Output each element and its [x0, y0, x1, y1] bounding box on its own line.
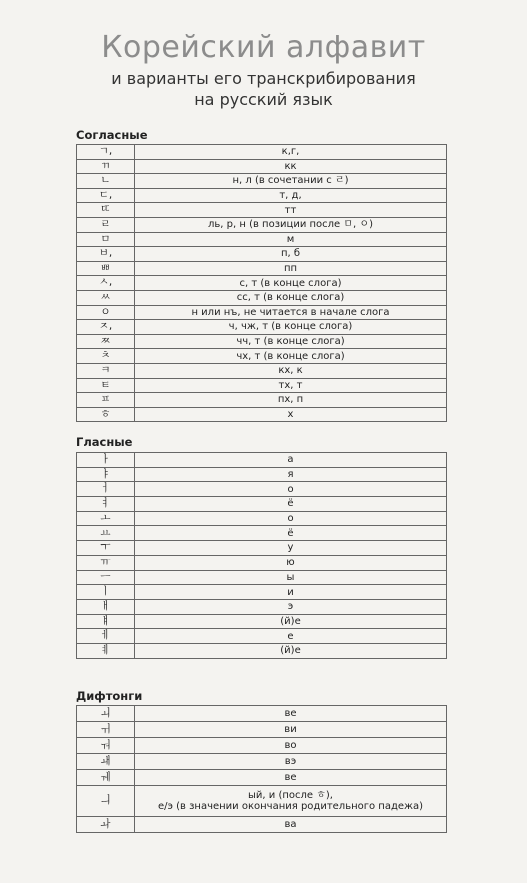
korean-letter-cell: ㅃ [77, 261, 135, 276]
korean-letter-cell: ㅢ [77, 786, 135, 817]
transcription-cell [135, 305, 447, 320]
korean-letter-cell: ㅌ [77, 378, 135, 393]
transcription-cell [135, 754, 447, 770]
korean-letter-cell: ㅘ [77, 817, 135, 833]
transcription-text: чч, т (в конце слога) [236, 336, 345, 348]
transcription-text: к,г, [281, 146, 300, 158]
korean-letter-cell: ㅗ [77, 511, 135, 526]
transcription-text: е [287, 630, 294, 642]
transcription-text: сс, т (в конце слога) [236, 292, 345, 304]
korean-letter-cell: ㄴ [77, 174, 135, 189]
transcription-cell [135, 378, 447, 393]
table-row [77, 174, 447, 189]
table-row [77, 738, 447, 754]
vowels-label: Гласные [76, 435, 133, 449]
table-row [77, 145, 447, 160]
transcription-text: чх, т (в конце слога) [236, 350, 345, 362]
transcription-text: ё [287, 527, 294, 539]
korean-letter-cell: ㅞ [77, 770, 135, 786]
transcription-cell [135, 643, 447, 658]
transcription-text: вэ [284, 756, 297, 767]
transcription-cell [135, 159, 447, 174]
table-row [77, 786, 447, 817]
table-row [77, 247, 447, 262]
transcription-cell [135, 570, 447, 585]
korean-letter-cell: ㅏ [77, 453, 135, 468]
transcription-text: ый, и (после ㅎ), [248, 790, 333, 801]
korean-letter-cell: ㅖ [77, 643, 135, 658]
consonants-label: Согласные [76, 128, 148, 142]
consonants-table [76, 144, 447, 422]
korean-letter-cell: ㅂ, [77, 247, 135, 262]
korean-letter-cell: ㄷ, [77, 188, 135, 203]
transcription-text: тт [284, 204, 297, 216]
korean-letter-cell: ㄲ [77, 159, 135, 174]
table-row [77, 334, 447, 349]
transcription-text: ч, чж, т (в конце слога) [228, 321, 353, 333]
transcription-cell [135, 541, 447, 556]
transcription-cell [135, 393, 447, 408]
transcription-text: п, б [280, 248, 301, 260]
transcription-cell [135, 555, 447, 570]
table-row [77, 453, 447, 468]
table-row [77, 570, 447, 585]
transcription-cell [135, 232, 447, 247]
transcription-text: ё [287, 498, 294, 510]
table-row [77, 363, 447, 378]
table-row [77, 599, 447, 614]
transcription-text: а [287, 454, 294, 466]
transcription-cell [135, 203, 447, 218]
table-row [77, 290, 447, 305]
transcription-cell [135, 599, 447, 614]
transcription-text: у [287, 542, 294, 554]
table-row [77, 393, 447, 408]
table-row [77, 817, 447, 833]
transcription-cell [135, 453, 447, 468]
transcription-text: о [287, 513, 294, 525]
table-row [77, 232, 447, 247]
transcription-cell [135, 290, 447, 305]
table-row [77, 526, 447, 541]
transcription-text: кк [284, 160, 297, 172]
transcription-cell [135, 817, 447, 833]
table-row [77, 378, 447, 393]
page-subtitle [0, 68, 527, 110]
transcription-cell [135, 467, 447, 482]
page-title: Корейский алфавит [101, 30, 426, 65]
korean-letter-cell: ㅉ [77, 334, 135, 349]
table-row [77, 159, 447, 174]
korean-letter-cell: ㅈ, [77, 320, 135, 335]
transcription-cell [135, 482, 447, 497]
transcription-cell [135, 145, 447, 160]
transcription-cell [135, 786, 447, 817]
table-row [77, 305, 447, 320]
transcription-text: я [287, 469, 294, 481]
transcription-text: э [287, 601, 294, 613]
transcription-cell [135, 497, 447, 512]
table-row [77, 541, 447, 556]
transcription-cell [135, 349, 447, 364]
table-row [77, 482, 447, 497]
table-row [77, 722, 447, 738]
korean-letter-cell: ㅠ [77, 555, 135, 570]
korean-letter-cell: ㅟ [77, 722, 135, 738]
transcription-text: ве [284, 772, 297, 783]
transcription-text: ве [284, 708, 297, 719]
table-row [77, 261, 447, 276]
korean-letter-cell: ㅆ [77, 290, 135, 305]
korean-letter-cell: ㅡ [77, 570, 135, 585]
korean-letter-cell: ㅛ [77, 526, 135, 541]
table-row [77, 706, 447, 722]
transcription-text: пп [283, 263, 298, 275]
table-row [77, 643, 447, 658]
korean-letter-cell: ㅚ [77, 706, 135, 722]
transcription-cell [135, 770, 447, 786]
transcription-cell [135, 320, 447, 335]
korean-letter-cell: ㅓ [77, 482, 135, 497]
table-row [77, 203, 447, 218]
transcription-text: н или нъ, не читается в начале слога [191, 306, 390, 318]
transcription-cell [135, 247, 447, 262]
transcription-cell [135, 706, 447, 722]
transcription-text: м [286, 233, 295, 245]
subtitle-line-1: и варианты его транскрибирования [111, 69, 416, 88]
transcription-text: ва [284, 819, 297, 830]
korean-letter-cell: ㅕ [77, 497, 135, 512]
korean-letter-cell: ㅅ, [77, 276, 135, 291]
table-row [77, 770, 447, 786]
table-row [77, 217, 447, 232]
table-row [77, 467, 447, 482]
table-row [77, 629, 447, 644]
transcription-text: с, т (в конце слога) [239, 277, 342, 289]
table-row [77, 407, 447, 422]
transcription-cell [135, 407, 447, 422]
korean-letter-cell: ㄸ [77, 203, 135, 218]
transcription-cell [135, 261, 447, 276]
subtitle-line-2: на русский язык [194, 90, 333, 109]
korean-letter-cell: ㅜ [77, 541, 135, 556]
transcription-cell [135, 585, 447, 600]
korean-letter-cell: ㅁ [77, 232, 135, 247]
transcription-text-line-2: е/э (в значении окончания родительного падежа) [157, 801, 424, 812]
korean-letter-cell: ㅔ [77, 629, 135, 644]
transcription-cell [135, 526, 447, 541]
transcription-text: (й)е [280, 645, 301, 657]
table-row [77, 188, 447, 203]
transcription-text: (й)е [280, 615, 301, 627]
korean-letter-cell: ㅎ [77, 407, 135, 422]
korean-letter-cell: ㅙ [77, 754, 135, 770]
transcription-text: и [287, 586, 294, 598]
transcription-text: ы [286, 571, 295, 583]
table-row [77, 754, 447, 770]
transcription-text: ль, р, н (в позиции после ㅁ, ㅇ) [208, 219, 373, 231]
transcription-cell [135, 217, 447, 232]
korean-letter-cell: ㅊ [77, 349, 135, 364]
transcription-cell [135, 511, 447, 526]
transcription-text: ви [284, 724, 297, 735]
korean-letter-cell: ㅍ [77, 393, 135, 408]
transcription-cell [135, 188, 447, 203]
transcription-cell [135, 363, 447, 378]
korean-letter-cell: ㅑ [77, 467, 135, 482]
diphthongs-label: Дифтонги [76, 689, 143, 703]
transcription-cell [135, 629, 447, 644]
korean-letter-cell: ㄱ, [77, 145, 135, 160]
transcription-text: н, л (в сочетании с ㄹ) [232, 175, 349, 187]
transcription-cell [135, 722, 447, 738]
korean-letter-cell: ㅋ [77, 363, 135, 378]
table-row [77, 511, 447, 526]
transcription-text: ю [286, 557, 295, 569]
korean-letter-cell: ㅣ [77, 585, 135, 600]
korean-letter-cell: ㅒ [77, 614, 135, 629]
transcription-text: о [287, 483, 294, 495]
transcription-cell [135, 614, 447, 629]
transcription-cell [135, 174, 447, 189]
korean-letter-cell: ㄹ [77, 217, 135, 232]
transcription-text: тх, т [278, 379, 303, 391]
table-row [77, 320, 447, 335]
diphthongs-table [76, 705, 447, 833]
korean-letter-cell: ㅐ [77, 599, 135, 614]
korean-letter-cell: ㅇ [77, 305, 135, 320]
transcription-text: т, д, [279, 190, 302, 202]
transcription-text: пх, п [277, 394, 304, 406]
table-row [77, 276, 447, 291]
korean-letter-cell: ㅝ [77, 738, 135, 754]
transcription-cell [135, 334, 447, 349]
transcription-text: х [287, 408, 294, 420]
vowels-table [76, 452, 447, 659]
table-row [77, 614, 447, 629]
table-row [77, 585, 447, 600]
table-row [77, 497, 447, 512]
table-row [77, 555, 447, 570]
transcription-cell [135, 276, 447, 291]
table-row [77, 349, 447, 364]
transcription-text: во [284, 740, 297, 751]
transcription-cell [135, 738, 447, 754]
transcription-text: кх, к [278, 365, 303, 377]
